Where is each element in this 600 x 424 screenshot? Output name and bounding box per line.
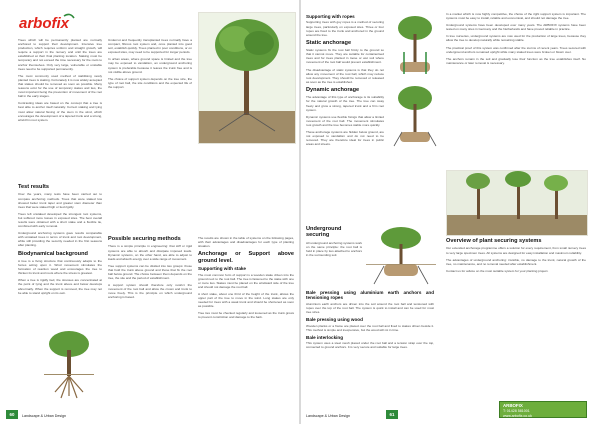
- left-column-5: [198, 236, 294, 322]
- left-column-4: [108, 236, 192, 303]
- intro-paragraph: Undercut and frequently transplanted trees normally have a compact, fibrous root system and, once planted into good soil, establish quickly. Trees planted in poor conditions, or on exposed sites, may need to be supported for longer periods.: [108, 38, 192, 55]
- intro-paragraph: The most commonly used method of stabilising newly planted trees is staking. Fortunately it is now widely accepted that stakes should be removed as soon as possible. Many reasons exist for the use of temporary stakes and ties, the most important being the prevention of movement of the root ball in the early stages.: [18, 73, 102, 99]
- intro-paragraph: Trees which will be permanently planted are normally anchored to support their development. Intensive tree production, which requires uniform and straight growth, will require a support in the nursery and until the trees are established at their final planting location. Staking must be temporary and not exceed the time necessary for the roots to anchor themselves. Only very large, vulnerable or unstable trees need to be supported permanently.: [18, 38, 102, 71]
- body-paragraph: A support system should therefore only restrict the movement of the root ball and allow the crown and trunk to move freely. This is the principle on which underground anchoring is based.: [108, 283, 192, 300]
- body-paragraph: The most common form of support is a wooden stake driven into the ground next to the root ball. The tree is fastened to the stake with one or more ties. Stakes must be placed on the windward side of the tree and should not damage the root ball.: [198, 272, 294, 289]
- body-paragraph: Underground anchoring systems gave results comparable with unstaked trees in terms of trunk and root development, while still providing the security needed in the first seasons after planting.: [18, 231, 102, 248]
- subsection-heading: Bale pressing using wood: [306, 317, 363, 323]
- advert-website: www.arbofix.co.uk: [503, 414, 532, 418]
- static-anchorage-diagram: [390, 14, 440, 78]
- contact-advert: [499, 401, 587, 418]
- body-paragraph: Trees left unstaked developed the strongest root systems, but suffered more losses in exposed sites. The best overall results were obtained with a short stake and a flexible tie, combined with early removal.: [18, 211, 102, 229]
- body-paragraph: Tree support systems can be divided into two groups: those that hold the trunk above ground and those that fix the root ball below ground. The choice between them depends on the tree, the site and the period of establishment.: [108, 263, 192, 281]
- body-paragraph: Wooden planks or a frame are placed over the root ball and fixed to stakes driven beside it. This method is simple and inexpensive, but the wood will rot in time.: [306, 323, 434, 332]
- left-column-2: [108, 38, 192, 92]
- body-paragraph: This system uses a steel mesh placed under the root ball and a tension strap over the top, connected to ground anchors. It is very secure and suitable for large trees.: [306, 341, 434, 350]
- right-column-1: [306, 12, 384, 149]
- tree-with-anchors-drawing: [390, 84, 440, 148]
- section-heading: Underground securing: [306, 226, 342, 239]
- tree-photo-illustration: [199, 13, 295, 143]
- section-heading: Dynamic anchorage: [306, 86, 360, 93]
- body-paragraph: The results are shown in the table of systems on the following pages, with their advantages and disadvantages for each type of planting situation.: [198, 236, 294, 249]
- footer-section-right: Landscape & Urban Design: [306, 414, 350, 418]
- section-heading: Test results: [18, 184, 49, 190]
- footer-section-left: Landscape & Urban Design: [22, 414, 66, 418]
- body-paragraph: The practical proof of this system was confirmed after the storms of recent years. Trees secured with underground anchors remained upright while many staked trees were broken or blown over.: [446, 45, 586, 54]
- body-paragraph: Static systems fix the root ball firmly to the ground so that it cannot move. They are suitable for containerised trees and for trees planted in loose or wet soil where movement of the root ball would prevent establishment.: [306, 48, 384, 65]
- subsection-heading: Supporting with ropes: [306, 14, 355, 19]
- intro-paragraph: The choice of support system depends on the tree size, the type of root ball, the site conditions and the expected life of the support.: [108, 76, 192, 89]
- page-number-left: 60: [6, 410, 18, 419]
- root-illustration: [40, 330, 98, 402]
- body-paragraph: There is a simple principle in engineering: that stiff or rigid systems are able to absorb and dissipate imposed loads. Dynamic systems, on the other hand, are able to adjust to loads and absorb energy over a wide range of movement.: [108, 244, 192, 261]
- body-paragraph: The anchors remain in the soil and gradually lose their function as the tree establishes itself. No maintenance or later removal is necessary.: [446, 56, 586, 65]
- section-heading: Biodynamical background: [18, 250, 88, 257]
- subsection-heading: Supporting with stake: [198, 266, 246, 272]
- body-paragraph: Contact us for advice on the most suitable system for your planting project.: [446, 268, 549, 273]
- underground-anchor-drawing: [366, 226, 436, 286]
- subsection-heading: Bale pressing using aluminium earth anchors and tensioning ropes: [306, 290, 434, 301]
- tree-photo: [198, 12, 296, 144]
- arbofix-logo: [18, 12, 80, 34]
- subsection-heading: Bale interlocking: [306, 334, 344, 340]
- svg-text:arbofix: arbofix: [19, 15, 70, 32]
- underground-diagram: [366, 226, 436, 286]
- body-paragraph: Dynamic systems use flexible fixings that allow a limited movement of the root ball. The movement stimulates root growth and the tree becomes stable more quickly.: [306, 114, 384, 127]
- body-paragraph: These anchorage systems are hidden below ground, are not exposed to vandalism and do not need to be removed. They are therefore ideal for trees in public areas and streets.: [306, 130, 384, 147]
- body-paragraph: In tree nurseries, underground systems are now used for the production of large trees, because they allow the tree to develop naturally while remaining stable.: [446, 34, 586, 43]
- right-column-3: [306, 226, 362, 260]
- body-paragraph: Tree ties must be checked regularly and loosened as the trunk grows to prevent constriction and damage to the bark.: [198, 311, 294, 320]
- right-column-5: [446, 238, 586, 276]
- body-paragraph: The advantages of underground anchoring: invisible, no damage to the trunk, natural growth of the tree, no maintenance, and no removal needed after establishment.: [446, 257, 586, 266]
- body-paragraph: A short stake, about one third of the height of the trunk, allows the upper part of the tree to move in the wind. Long stakes are only needed for trees with a weak trunk and should be shortened as soon as possible.: [198, 291, 294, 309]
- section-heading: Overview of plant securing systems: [446, 238, 542, 244]
- left-column-1: [18, 38, 102, 125]
- page-gutter: [299, 0, 301, 424]
- body-paragraph: Over the years, many tests have been carried out to compare anchoring methods. Trees that were staked low showed better trunk taper and greater stem diameter than trees that were staked high or tied rigidly.: [18, 192, 102, 209]
- section-heading: Anchorage or Support above ground level.: [198, 251, 294, 264]
- body-paragraph: The advantage of this type of anchorage is its suitability for the natural growth of the tree. The tree can sway freely and grow a strong, tapered trunk and a firm root system.: [306, 95, 384, 112]
- left-column-3: [18, 184, 102, 298]
- body-paragraph: The disadvantage of static systems is that they do not allow any movement of the root ball, which may reduce root development. They should be removed or released as soon as the tree is established.: [306, 67, 384, 84]
- body-paragraph: Aluminium earth anchors are driven into the soil around the root ball and tensioned with ropes over the top of the root ball. The system is quick to install and can be used for most tree sizes.: [306, 301, 434, 314]
- tree-with-stake-drawing: [390, 14, 440, 78]
- section-heading: Possible securing methods: [108, 236, 181, 242]
- body-paragraph: Our extended anchorage programme offers a solution for every requirement, from small nursery trees to very large specimen trees. All systems are designed for easy installation and maximum reliability.: [446, 246, 586, 255]
- body-paragraph: All underground anchoring systems work on the same principle: the root ball is held in place by ties attached to anchors in the surrounding soil.: [306, 240, 362, 258]
- advert-brand: ARBOFIX: [503, 403, 523, 408]
- body-paragraph: In a market which is now highly competitive, the choice of the right support system is important. The systems must be easy to install, reliable and economical, and should not damage the tree.: [446, 12, 586, 21]
- body-paragraph: Underground systems have been developed over many years. The ARBOFIX systems have been tested on many sites in Germany and the Netherlands and have proved reliable in practice.: [446, 23, 586, 32]
- intro-paragraph: In urban areas, where ground space is limited and the tree may be exposed to vandalism, an underground anchoring system is preferable because it leaves the trunk free and is not visible above ground.: [108, 57, 192, 74]
- dynamic-anchorage-diagram: [390, 84, 440, 148]
- body-paragraph: When a tree is rigidly tied, the stresses are concentrated at the point of tying and the trunk above and below develops abnormally. When the support is removed, the tree may not be able to stand upright on its own.: [18, 278, 102, 295]
- tree-root-drawing: [40, 330, 98, 402]
- intro-paragraph: Contrasting ideas are based on the concept that a tree is best able to anchor itself naturally. Correct staking and tying must allow natural flexing of the stem in the wind, which encourages the development of a tapered trunk and a strong, wind-firm root system.: [18, 101, 102, 122]
- section-heading: Static anchorage: [306, 39, 352, 46]
- advert-phone: T: 01428 581001: [503, 409, 530, 413]
- page-number-right: 61: [386, 410, 398, 419]
- overview-photo: [446, 170, 588, 236]
- body-paragraph: A tree is a living structure that continuously adapts to the forces acting upon it. Wind movement stimulates the formation of reaction wood and encourages the tree to thicken its trunk and roots where the stress is greatest.: [18, 258, 102, 276]
- body-paragraph: Supporting trees with guy ropes is a method of securing large trees, particularly on exposed sites. Three or four ropes are fixed to the trunk and anchored in the ground around the tree.: [306, 20, 384, 37]
- right-column-4: [306, 288, 434, 352]
- right-column-2: [446, 12, 586, 68]
- overview-photo-illustration: [447, 171, 587, 235]
